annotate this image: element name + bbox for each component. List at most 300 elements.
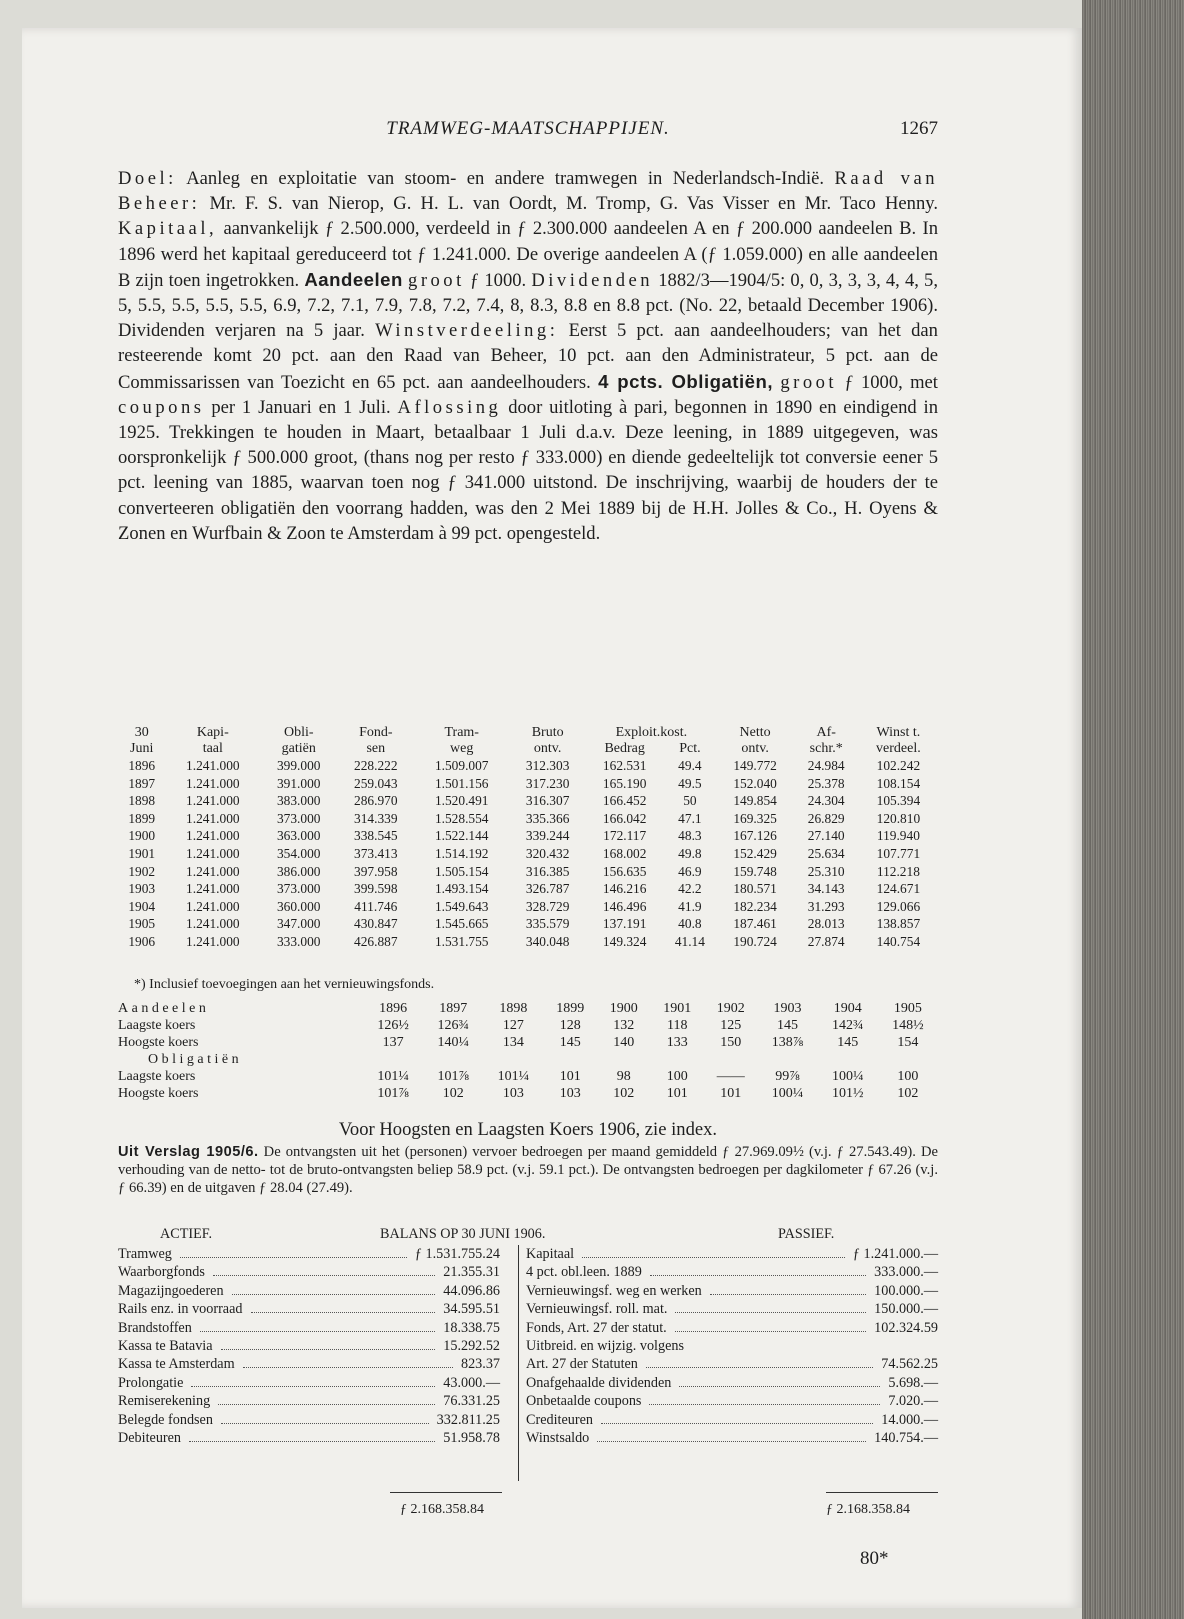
balans-item-label: Rails enz. in voorraad [118,1301,243,1318]
aandeelen-label: Aandeelen [304,268,403,290]
balans-row [526,1319,938,1337]
table-cell: 1.241.000 [186,863,240,879]
passief-column [526,1245,938,1447]
dot-leader [213,1275,435,1276]
table-cell: 107.771 [876,845,921,861]
table-cell: 411.746 [354,898,398,914]
koers-cell: 99⅞ [775,1069,800,1084]
table-cell: 166.042 [602,810,647,826]
table-cell: 386.000 [276,863,321,879]
dot-leader [189,1441,435,1442]
table-cell: 149.772 [733,758,777,773]
table-cell: 397.958 [354,863,398,879]
dot-leader [649,1404,880,1405]
passief-label: PASSIEF. [778,1226,835,1242]
table-cell: 180.571 [733,881,777,897]
table-cell: 1.509.007 [434,758,489,773]
balans-item-value: 823.37 [460,1356,500,1373]
balans-item-label: Tramweg [118,1246,172,1262]
aandeelen-hoogste-row-label: Hoogste koers [118,1035,199,1050]
table-cell: 49.5 [678,775,702,791]
table-cell: 1.241.000 [186,793,240,809]
koers-cell: 100 [897,1069,919,1084]
actief-total: ƒ 2.168.358.84 [400,1502,484,1517]
table-cell: 1.241.000 [186,881,240,897]
table-cell: 165.190 [602,775,647,791]
column-header: Bruto [531,725,564,740]
table-cell: 129.066 [876,898,921,914]
table-cell: 108.154 [876,775,921,791]
table-cell: 1.505.154 [434,863,489,879]
table-row [118,933,938,951]
raad-text: Mr. F. S. van Nierop, G. H. L. van Oordt, M. Tromp, G. Vas Visser en Mr. Taco Henny. [200,193,938,215]
table-cell: 373.000 [276,881,321,897]
table-cell: 326.787 [525,881,570,897]
balans-row [118,1355,500,1373]
table-cell: 1899 [128,810,156,826]
column-header: Kapi- [196,725,229,740]
dot-leader [232,1294,435,1295]
balans-row [526,1300,938,1318]
koersen-body [118,1000,938,1102]
table-cell: 383.000 [276,793,321,809]
balans-item-label: Prolongatie [118,1374,184,1391]
table-row [118,880,938,898]
balans-item-label: Kassa te Amsterdam [118,1356,235,1373]
koers-cell: 102 [442,1086,464,1101]
table-cell: 27.874 [807,933,845,949]
koers-cell: 100¼ [771,1086,804,1101]
balans-item-label: Remiserekening [118,1393,211,1410]
table-footnote: *) Inclusief toevoegingen aan het vernieuwingsfonds. [134,977,435,992]
table-cell: 146.496 [602,898,647,914]
balans-row [118,1411,500,1429]
balans-row [118,1282,500,1300]
balans-row [526,1392,938,1410]
dot-leader [675,1331,866,1332]
balans-item-value: 102.324.59 [874,1319,938,1336]
koers-cell: 1897 [439,1001,468,1016]
table-cell: 1.520.491 [434,793,489,809]
aandeelen-laagste-row [118,1017,938,1034]
koers-cell: 102 [897,1086,919,1101]
balans-item-label: Vernieuwingsf. roll. mat. [526,1301,668,1318]
dividenden-label: Dividenden [531,269,654,291]
koers-cell: 1898 [499,1001,528,1016]
table-cell: 1.241.000 [186,775,240,791]
table-cell: 312.303 [525,758,570,773]
oblig-text1: ƒ 1000, met [837,371,938,393]
koers-cell: 154 [897,1035,919,1050]
actief-column [118,1245,500,1447]
table-cell: 138.857 [876,916,921,932]
table-cell: 1.241.000 [186,758,240,773]
balans-item-label: Waarborgfonds [118,1264,205,1281]
balans-item-label: Brandstoffen [118,1319,192,1336]
balans-item-value: 140.754.— [874,1429,938,1446]
obligatien-hoogste-row [118,1085,938,1102]
koers-cell: 101⅞ [377,1086,409,1101]
koers-cell: 1899 [556,1001,585,1016]
dot-leader [710,1294,866,1295]
table-cell: 335.579 [525,916,570,932]
passief-total-rule [826,1492,938,1493]
column-header: Af- [816,725,836,740]
balans-sheet [118,1225,938,1517]
balans-row [118,1337,500,1355]
table-cell: 317.230 [525,775,570,791]
table-cell: 430.847 [354,916,398,932]
koers-cell: 137 [382,1035,404,1050]
koers-cell: 126¾ [437,1018,469,1033]
dot-leader [582,1257,845,1258]
koers-cell: 134 [502,1035,524,1050]
table-cell: 119.940 [876,828,920,844]
table-cell: 347.000 [276,916,321,932]
balans-item-value: 21.355.31 [443,1264,500,1281]
table-row [118,775,938,793]
table-header-row-1 [118,725,938,741]
table-cell: 286.970 [354,793,398,809]
dot-leader [221,1349,435,1350]
column-subheader: ontv. [741,741,769,756]
table-cell: 182.234 [733,898,777,914]
koers-cell: 132 [613,1018,635,1033]
aandeelen-hoogste-row [118,1034,938,1051]
table-cell: 49.4 [678,758,702,773]
koers-cell: 1903 [773,1001,802,1016]
main-paragraph [118,166,938,546]
balans-item-label: Kassa te Batavia [118,1337,213,1354]
page-title: TRAMWEG-MAATSCHAPPIJEN. [386,118,670,139]
table-cell: 259.043 [354,775,398,791]
verslag-text: De ontvangsten uit het (personen) vervoer bedroegen per maand gemiddeld ƒ 27.969.09½ (v.j. ƒ 27.543.49). De verhouding van de netto- tot de bruto-ontvangsten beliep 58.9 pct. (v.j. 59.1 pct.). De ontvangsten bedroegen per dagkilometer ƒ 67.26 (v.j. ƒ 66.39) en de uitgaven ƒ 28.04 (27.49). [118,1144,938,1196]
balans-row [118,1263,500,1281]
dot-leader [200,1331,435,1332]
balans-item-label: Debiteuren [118,1429,182,1446]
balans-item-value: 74.562.25 [881,1356,938,1373]
table-cell: 354.000 [276,845,321,861]
table-cell: 1902 [128,863,156,879]
winst-text: Eerst 5 pct. aan aandeelhouders; van het dan resteerende komt 20 pct. aan den Raad van Beheer, 10 pct. aan den Administrateur, 5 pct. aan de Commissarissen van Toezicht en 65 pct. aan aandeelhouders. [118,320,938,393]
table-cell: 1.549.643 [434,898,489,914]
koers-cell: 103 [559,1086,581,1101]
obligatien-laagste-row-label: Laagste koers [118,1069,196,1084]
table-cell: 1901 [128,845,156,861]
table-cell: 49.8 [678,845,702,861]
balans-item-value: 150.000.— [874,1301,938,1318]
balans-row [526,1429,938,1447]
table-cell: 172.117 [603,828,647,844]
table-cell: 316.307 [525,793,570,809]
table-cell: 24.304 [807,793,845,809]
table-cell: 41.9 [678,898,702,914]
balans-row [526,1245,938,1263]
balans-row [526,1411,938,1429]
dot-leader [650,1275,866,1276]
balans-item-value: 76.331.25 [443,1393,500,1410]
balans-row [118,1319,500,1337]
koers-cell: 145 [777,1018,799,1033]
table-cell: 156.635 [602,863,647,879]
table-cell: 1.501.156 [434,775,489,791]
table-cell: 1.545.665 [434,916,489,932]
koers-cell: 145 [837,1035,859,1050]
koers-cell: —— [716,1069,745,1084]
table-cell: 1906 [128,933,156,949]
table-cell: 1904 [128,898,156,914]
doel-text: Aanleg en exploitatie van stoom- en andere tramwegen in Nederlandsch-Indië. [176,168,835,189]
dot-leader [597,1441,866,1442]
page-number: 1267 [900,118,938,139]
table-cell: 373.413 [354,845,398,861]
table-cell: 168.002 [602,845,647,861]
koers-cell: 126½ [377,1018,409,1033]
table-header-row-2 [118,741,938,757]
obligatien-hoogste-row-label: Hoogste koers [118,1086,199,1101]
actief-label: ACTIEF. [160,1226,213,1242]
table-cell: 124.671 [876,881,921,897]
table-cell: 47.1 [678,810,702,826]
koers-cell: 142¾ [831,1018,864,1033]
koers-cell: 150 [720,1035,742,1050]
dot-leader [221,1423,429,1424]
table-cell: 228.222 [354,758,398,773]
balans-row [526,1282,938,1300]
balans-item-value: 5.698.— [888,1374,938,1391]
groot2-label: groot [780,371,838,393]
obligatien-section-label: Obligatiën [148,1052,243,1067]
table-cell: 360.000 [276,898,321,914]
column-subheader: schr.* [809,741,843,756]
table-cell: 399.598 [354,881,398,897]
table-cell: 24.984 [807,758,845,773]
table-cell: 320.432 [525,845,570,861]
groot-label: groot [408,269,465,291]
balans-item-value: 7.020.— [888,1393,938,1410]
table-cell: 137.191 [602,916,647,932]
koers-cell: 103 [502,1086,524,1101]
page-header [118,118,938,144]
balans-item-value: 15.292.52 [443,1337,500,1354]
dot-leader [675,1312,866,1313]
table-cell: 1.522.144 [434,828,489,844]
table-cell: 31.293 [807,898,845,914]
oblig-text2: per 1 Januari en 1 Juli. [204,396,398,418]
balans-row [118,1300,500,1318]
koers-cell: 133 [666,1035,688,1050]
table-cell: 314.339 [354,810,398,826]
table-row [118,845,938,863]
table-cell: 399.000 [276,758,321,773]
table-cell: 146.216 [602,881,647,897]
balans-divider [518,1245,519,1481]
balans-item-label: Uitbreid. en wijzig. volgens [526,1337,685,1354]
balans-item-value: 332.811.25 [436,1411,500,1428]
balans-item-label: 4 pct. obl.leen. 1889 [526,1264,642,1281]
koers-cell: 1900 [609,1001,638,1016]
table-cell: 363.000 [276,828,321,844]
table-cell: 27.140 [807,828,845,844]
table-cell: 40.8 [678,916,702,932]
table-cell: 1.241.000 [186,845,240,861]
balans-item-label: Vernieuwingsf. weg en werken [526,1282,702,1299]
table-cell: 1.531.755 [434,933,489,949]
dividenden-text: 1882/3—1904/5: 0, 0, 3, 3, 3, 4, 4, 5, 5, 5.5, 5.5, 5.5, 5.5, 6.9, 7.2, 7.1, 7.9, 7.8, 7.2, 7.4, 8, 8.3, 8.8 en 8.8 pct. (No. 22, betaald December 1906). Dividenden verjaren na 5 jaar. [118,269,938,342]
table-body [118,757,938,951]
balans-item-label: Crediteuren [526,1411,593,1428]
koers-cell: 125 [720,1018,742,1033]
koers-cell: 145 [559,1035,581,1050]
balans-row [118,1245,500,1263]
balans-row [118,1374,500,1392]
table-cell: 166.452 [602,793,647,809]
balans-item-label: Onafgehaalde dividenden [526,1374,672,1391]
table-cell: 1897 [128,775,156,791]
table-cell: 26.829 [807,810,845,826]
table-cell: 1.241.000 [186,898,240,914]
column-header: Exploit.kost. [615,725,688,740]
column-header: Fond- [359,725,393,740]
table-cell: 1903 [128,881,156,897]
verslag-paragraph [118,1143,938,1197]
dot-leader [601,1423,873,1424]
balans-row [118,1392,500,1410]
column-header: Obli- [283,725,314,740]
column-subheader: weg [450,741,474,756]
balans-item-value: 44.096.86 [443,1282,500,1299]
table-row [118,915,938,933]
table-cell: 1.241.000 [186,828,240,844]
column-header: 30 [134,725,149,740]
financial-table [118,725,938,951]
obligatien-section [118,1051,938,1068]
column-subheader: sen [366,741,386,756]
balans-item-label: Fonds, Art. 27 der statut. [526,1319,667,1336]
table-cell: 1.241.000 [186,810,240,826]
balans-item-label: Magazijngoederen [118,1282,224,1299]
aandeelen-text: ƒ 1000. [464,269,532,291]
balans-item-value: 18.338.75 [443,1319,500,1336]
table-cell: 190.724 [733,933,777,949]
table-cell: 25.378 [807,775,845,791]
column-header: Tram- [444,725,479,740]
passief-total: ƒ 2.168.358.84 [826,1502,910,1517]
column-subheader: taal [202,741,223,756]
balans-row [526,1337,938,1355]
koersen-table [118,1000,938,1102]
table-cell: 335.366 [525,810,570,826]
dot-leader [679,1386,880,1387]
balans-item-label: Onbetaalde coupons [526,1393,642,1410]
dot-leader [191,1386,435,1387]
table-cell: 34.143 [807,881,845,897]
table-cell: 105.394 [876,793,921,809]
koers-cell: 100 [666,1069,688,1084]
table-cell: 328.729 [525,898,570,914]
koers-cell: 127 [502,1018,524,1033]
table-cell: 152.429 [733,845,777,861]
koers-cell: 140¼ [437,1035,469,1050]
balans-row [526,1355,938,1373]
balans-item-value: 14.000.— [881,1411,938,1428]
balans-item-value: 43.000.— [443,1374,500,1391]
aandeelen-laagste-row-label: Laagste koers [118,1018,196,1033]
koers-cell: 128 [559,1018,581,1033]
table-cell: 1.528.554 [434,810,489,826]
balans-item-value: ƒ 1.241.000.— [852,1246,938,1262]
table-cell: 1.493.154 [434,881,489,897]
table-cell: 1.241.000 [186,916,240,932]
koers-cell: 100¼ [831,1069,864,1084]
dot-leader [218,1404,435,1405]
table-cell: 25.310 [807,863,845,879]
balans-item-value: 51.958.78 [443,1429,500,1446]
actief-total-rule [390,1492,502,1493]
dot-leader [180,1257,407,1258]
table-cell: 1900 [128,828,156,844]
table-cell: 426.887 [354,933,398,949]
table-cell: 152.040 [733,775,777,791]
table-row [118,792,938,810]
balans-row [526,1263,938,1281]
raad-label: Raad van Beheer: [118,168,938,215]
kapitaal-text: aanvankelijk ƒ 2.500.000, verdeeld in ƒ 2.300.000 aandeelen A en ƒ 200.000 aandeelen B. In 1896 werd het kapitaal gereduceerd tot ƒ 1.241.000. De overige aandeelen A (ƒ 1.059.000) en alle aandeelen B zijn toen ingetrokken. [118,218,938,291]
table-cell: 167.126 [733,828,777,844]
table-cell: 162.531 [602,758,647,773]
book-edge [1082,0,1184,1619]
aandeelen-years-row [118,1000,938,1017]
table-cell: 102.242 [876,758,921,773]
table-cell: 159.748 [733,863,777,879]
table-cell: 42.2 [678,881,702,897]
column-subheader: Bedrag [604,741,645,756]
column-subheader: verdeel. [876,741,921,756]
table-cell: 28.013 [807,916,845,932]
koers-cell: 101¼ [377,1069,409,1084]
table-row [118,898,938,916]
koers-cell: 102 [613,1086,635,1101]
balans-item-label: Kapitaal [526,1246,575,1262]
winst-label: Winstverdeeling: [375,320,559,342]
table-cell: 120.810 [876,810,921,826]
table-cell: 1.241.000 [186,933,240,949]
balans-item-label: Belegde fondsen [118,1411,213,1428]
koers-cell: 138⅞ [771,1035,804,1050]
column-subheader: ontv. [533,741,562,756]
balans-item-value: 34.595.51 [443,1301,500,1318]
koers-cell: 101 [559,1069,581,1084]
koers-cell: 101⅞ [437,1069,469,1084]
table-cell: 46.9 [678,863,702,879]
aflossing-label: Aflossing [397,396,502,418]
koers-cell: 101 [720,1086,742,1101]
signature-mark: 80* [860,1548,889,1569]
index-note: Voor Hoogsten en Laagsten Koers 1906, zie index. [338,1119,718,1140]
obligatien-label: 4 pcts. Obligatiën, [598,370,774,392]
table-cell: 169.325 [733,810,777,826]
table-cell: 391.000 [276,775,321,791]
table-cell: 1898 [128,793,156,809]
table-cell: 50 [683,793,697,809]
table-cell: 333.000 [276,933,321,949]
koers-cell: 140 [613,1035,635,1050]
balans-item-label: Art. 27 der Statuten [526,1356,638,1373]
koers-cell: 148½ [892,1018,924,1033]
table-row [118,863,938,881]
koers-cell: 118 [666,1018,688,1033]
table-cell: 149.324 [602,933,647,949]
